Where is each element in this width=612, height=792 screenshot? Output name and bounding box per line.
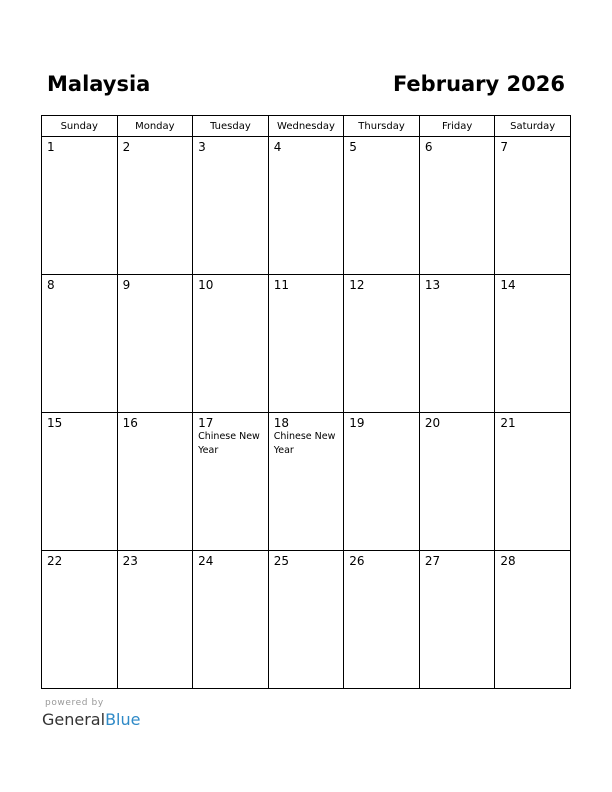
- day-number: 10: [198, 278, 214, 292]
- month-year-title: February 2026: [392, 72, 565, 96]
- week-row: [42, 275, 571, 413]
- day-cell: [42, 551, 118, 689]
- country-title: Malaysia: [47, 72, 151, 96]
- day-number: 17: [198, 416, 214, 430]
- day-cell: [193, 413, 269, 551]
- day-cell: [268, 413, 344, 551]
- weekday-sunday: Sunday: [42, 116, 118, 137]
- day-cell: [42, 137, 118, 275]
- day-cell: [193, 551, 269, 689]
- calendar-grid: [41, 115, 571, 689]
- day-number: 26: [349, 554, 365, 568]
- week-row: [42, 137, 571, 275]
- day-number: 4: [273, 140, 282, 154]
- week-row: [42, 413, 571, 551]
- weekday-saturday: Saturday: [495, 116, 571, 137]
- day-number: 8: [47, 278, 55, 292]
- holiday-label: Chinese New Year: [273, 431, 336, 456]
- day-cell: [419, 137, 495, 275]
- day-cell: [419, 551, 495, 689]
- day-number: 28: [500, 554, 516, 568]
- day-cell: [495, 137, 571, 275]
- day-number: 6: [424, 140, 433, 154]
- day-number: 14: [500, 278, 516, 292]
- day-number: 16: [122, 416, 138, 430]
- day-cell: [495, 275, 571, 413]
- weekday-wednesday: Wednesday: [268, 116, 344, 137]
- week-row: [42, 551, 571, 689]
- day-number: 2: [122, 140, 131, 154]
- day-number: 24: [198, 554, 214, 568]
- day-number: 7: [500, 140, 509, 154]
- generalblue-logo[interactable]: [42, 710, 140, 730]
- day-number: 13: [424, 278, 441, 292]
- day-cell: [268, 551, 344, 689]
- day-cell: [193, 137, 269, 275]
- day-number: 5: [349, 140, 357, 154]
- day-cell: [42, 413, 118, 551]
- day-cell: [419, 275, 495, 413]
- holiday-label: Chinese New Year: [198, 431, 260, 456]
- weekday-header-row: [42, 116, 571, 137]
- day-cell: [344, 551, 420, 689]
- day-cell: [117, 275, 193, 413]
- day-number: 3: [198, 140, 206, 154]
- weekday-tuesday: Tuesday: [193, 116, 269, 137]
- day-cell: [117, 137, 193, 275]
- weekday-monday: Monday: [117, 116, 193, 137]
- day-number: 27: [424, 554, 441, 568]
- day-cell: [495, 551, 571, 689]
- day-number: 20: [424, 416, 441, 430]
- day-cell: [268, 137, 344, 275]
- day-cell: [193, 275, 269, 413]
- day-number: 22: [47, 554, 63, 568]
- day-cell: [344, 413, 420, 551]
- day-cell: [117, 551, 193, 689]
- day-cell: [344, 275, 420, 413]
- day-number: 11: [273, 278, 289, 292]
- day-cell: [42, 275, 118, 413]
- day-cell: [495, 413, 571, 551]
- weekday-friday: Friday: [419, 116, 495, 137]
- day-number: 19: [349, 416, 365, 430]
- day-cell: [268, 275, 344, 413]
- logo-blue-text: Blue: [105, 710, 141, 729]
- logo-general-text: General: [42, 710, 106, 729]
- day-number: 12: [349, 278, 365, 292]
- day-number: 9: [122, 278, 131, 292]
- day-number: 15: [47, 416, 63, 430]
- day-number: 21: [500, 416, 516, 430]
- weekday-thursday: Thursday: [344, 116, 420, 137]
- powered-by-label: powered by: [45, 698, 104, 708]
- day-cell: [344, 137, 420, 275]
- day-number: 23: [122, 554, 138, 568]
- day-cell: [419, 413, 495, 551]
- day-cell: [117, 413, 193, 551]
- day-number: 1: [47, 140, 55, 154]
- day-number: 18: [273, 416, 289, 430]
- day-number: 25: [273, 554, 289, 568]
